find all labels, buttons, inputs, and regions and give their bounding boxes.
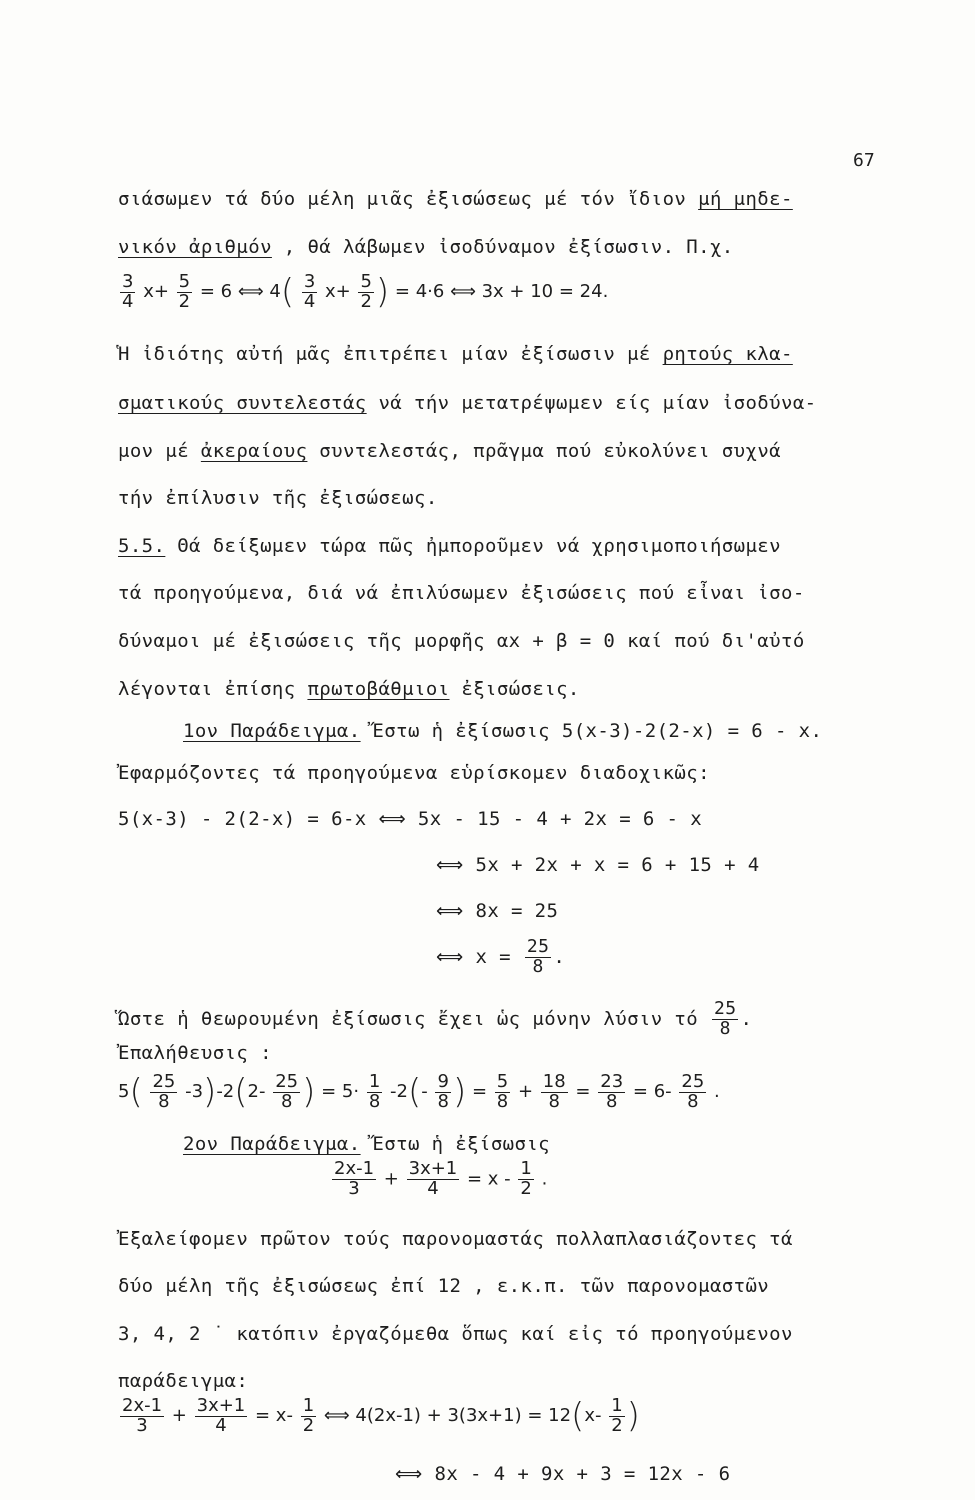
text-line: παράδειγμα: — [118, 1370, 249, 1392]
text-line: δύο μέλη τῆς ἐξισώσεως ἐπί 12 , ε.κ.π. τῶν παρονομαστῶν — [118, 1275, 770, 1297]
text-line: Ἐφαρμόζοντες τά προηγούμενα εὑρίσκομεν διαδοχικῶς: — [118, 762, 710, 784]
text-line: δύναμοι μέ ἐξισώσεις τῆς μορφῆς αx + β = 0 καί πού δι'αὐτό — [118, 630, 805, 652]
equation-step: ⟺ x = $\frac{25}{8}$ . — [436, 936, 566, 977]
text-line: Ἐξαλείφομεν πρῶτον τούς παρονομαστάς πολλαπλασιάζοντες τά — [118, 1228, 793, 1250]
text-line: τά προηγούμενα, διά νά ἐπιλύσωμεν ἐξισώσεις πού εἶναι ἰσο- — [118, 582, 805, 604]
text-line: τήν ἐπίλυσιν τῆς ἐξισώσεως. — [118, 487, 438, 509]
text-line: σιάσωμεν τά δύο μέλη μιᾶς ἐξισώσεως μέ τόν ἴδιον μή μηδε- — [118, 188, 793, 210]
equation-step: ⟺ 8x = 25 — [436, 900, 559, 922]
equation-step: ⟺ 5x + 2x + x = 6 + 15 + 4 — [436, 854, 760, 876]
text-line: νικόν ἀριθμόν , θά λάβωμεν ἰσοδύναμον ἐξίσωσιν. Π.χ. — [118, 236, 734, 258]
equation-step: ⟺ 8x - 4 + 9x + 3 = 12x - 6 — [395, 1463, 731, 1485]
page-number: 67 — [853, 150, 875, 171]
verification-label: Ἐπαλήθευσις : — [118, 1042, 272, 1064]
example-2-heading: 2ον Παράδειγμα. Ἔστω ἡ ἐξίσωσις — [183, 1133, 551, 1155]
verification-equation: 5( $\frac{25}{8}$ -3)-2(2- $\frac{25}{8}$ ) = 5· $\frac{1}{8}$ -2(- $\frac{9}{8}$ ) = $\frac{5}{8}$ + $\frac{18}{8}$ = $\frac{23}{8}$ = 6- $\frac{25}{8}$ . — [118, 1070, 720, 1112]
example-1-heading: 1ον Παράδειγμα. Ἔστω ἡ ἐξίσωσις 5(x-3)-2(2-x) = 6 - x. — [183, 720, 823, 742]
equation-step: 5(x-3) - 2(2-x) = 6-x ⟺ 5x - 15 - 4 + 2x = 6 - x — [118, 808, 703, 830]
section-heading: 5.5. Θά δείξωμεν τώρα πῶς ἠμποροῦμεν νά χρησιμοποιήσωμεν — [118, 535, 781, 557]
text-line: λέγονται ἐπίσης πρωτοβάθμιοι ἐξισώσεις. — [118, 678, 580, 700]
text-line: Ὥστε ἡ θεωρουμένη ἐξίσωσις ἔχει ὡς μόνην λύσιν τό $\frac{25}{8}$ . — [118, 998, 753, 1039]
example-2-solution: $\frac{2x-1}{3}$ + $\frac{3x+1}{4}$ = x- $\frac{1}{2}$ ⟺ 4(2x-1) + 3(3x+1) = 12(x- $\frac{1}{2}$ ) — [122, 1394, 640, 1436]
text-line: σματικούς συντελεστάς νά τήν μετατρέψωμεν είς μίαν ἰσοδύνα- — [118, 392, 817, 414]
text-line: Ἡ ἰδιότης αὐτή μᾶς ἐπιτρέπει μίαν ἐξίσωσιν μέ ρητούς κλα- — [118, 343, 793, 365]
text-line: 3, 4, 2 ˙ κατόπιν ἐργαζόμεθα ὅπως καί εἰς τό προηγούμενον — [118, 1323, 793, 1345]
example-2-equation: $\frac{2x-1}{3}$ + $\frac{3x+1}{4}$ = x - $\frac{1}{2}$ . — [334, 1158, 548, 1199]
text-line: μον μέ ἀκεραίους συντελεστάς, πρᾶγμα πού εὐκολύνει συχνά — [118, 440, 781, 462]
math-example-1: $\frac{3}{4}$ x+ $\frac{5}{2}$ = 6 ⟺ 4( $\frac{3}{4}$ x+ $\frac{5}{2}$ ) = 4·6 ⟺ 3x + 10 = 24. — [122, 270, 609, 312]
